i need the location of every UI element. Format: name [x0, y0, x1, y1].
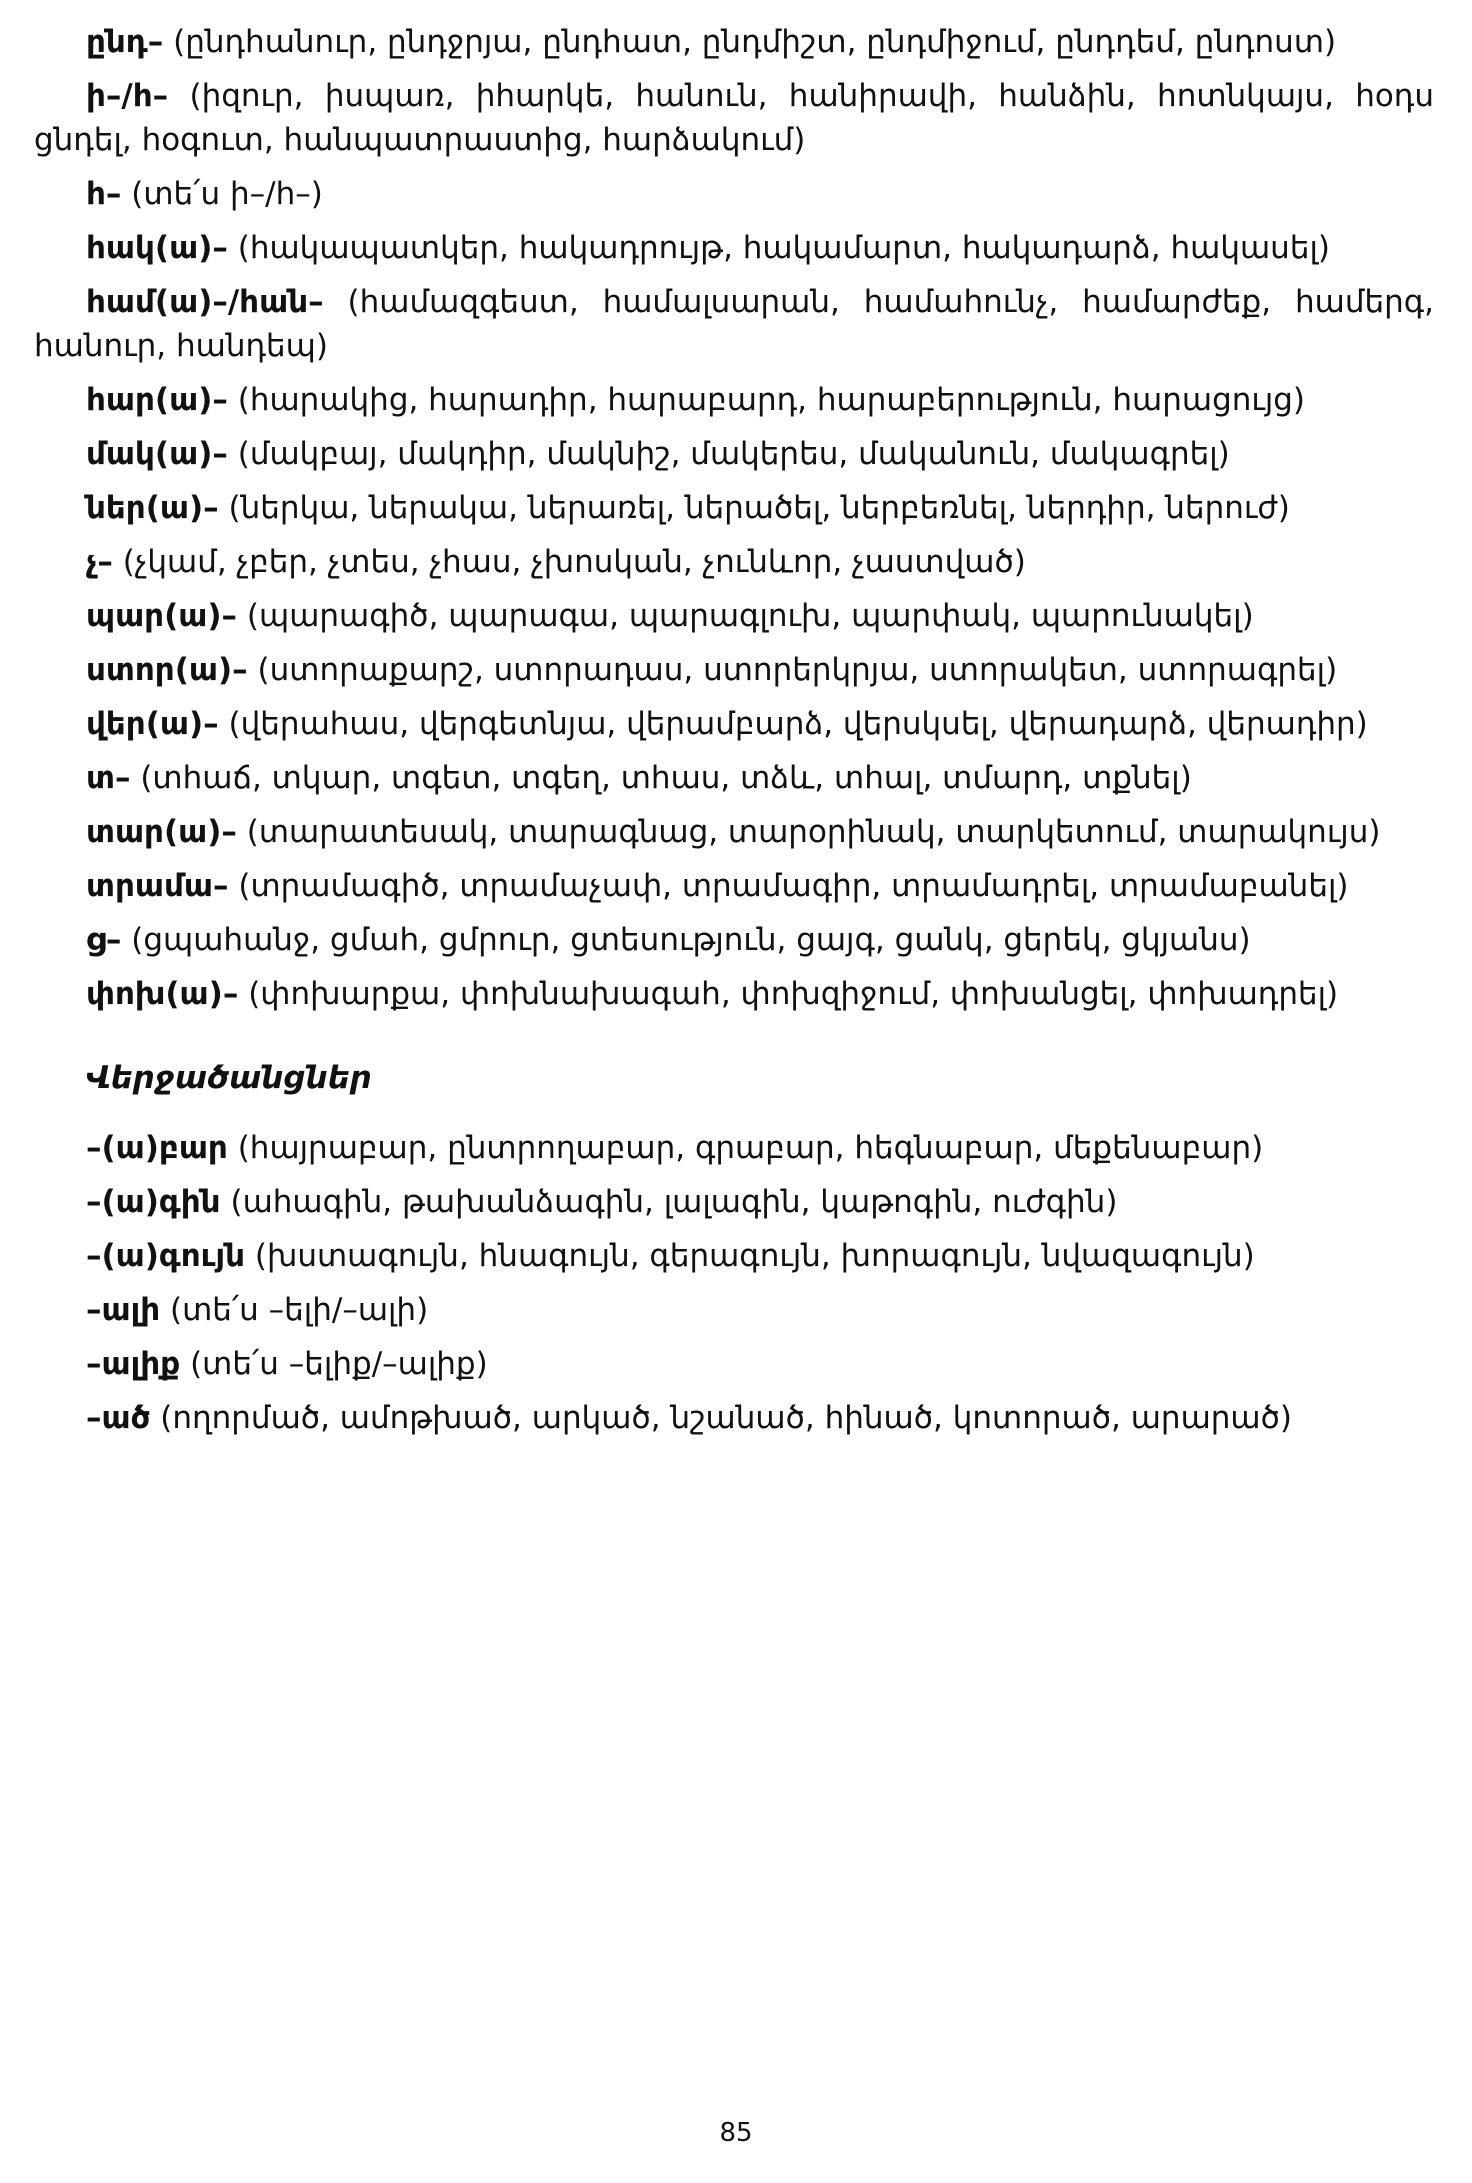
- affix-term: մակ(ա)–: [86, 436, 228, 472]
- suffix-entry: [86, 1180, 1434, 1224]
- affix-examples: (պարագիծ, պարագա, պարագլուխ, պարփակ, պարունակել): [246, 598, 1254, 634]
- affix-term: պար(ա)–: [86, 598, 238, 634]
- suffix-entry: [86, 1288, 1434, 1332]
- affix-term: ստոր(ա)–: [86, 652, 248, 688]
- suffix-entry: [86, 1234, 1434, 1278]
- page-number: 85: [719, 2118, 753, 2148]
- affix-term: –(ա)գին: [86, 1184, 221, 1220]
- affix-examples: (ցպահանջ, ցմահ, ցմրուր, ցտեսություն, ցայգ, ցանկ, ցերեկ, ցկյանս): [131, 922, 1251, 958]
- suffix-entry: [86, 1396, 1434, 1440]
- prefix-entry: [34, 918, 1434, 962]
- affix-examples: (իզուր, իսպառ, իհարկե, հանուն, հանիրավի, հանձին, հոտնկայս, հօդս ցնդել, հօգուտ, հանպատրաստից, հարձակում): [34, 78, 1434, 158]
- affix-examples: (հայրաբար, ընտրողաբար, գրաբար, հեգնաբար, մեքենաբար): [237, 1130, 1264, 1166]
- affix-term: –ալի: [86, 1292, 161, 1328]
- affix-term: –(ա)բար: [86, 1130, 228, 1166]
- prefix-entry: [34, 378, 1434, 422]
- affix-term: ի–/հ–: [86, 78, 169, 114]
- affix-term: վեր(ա)–: [86, 706, 219, 742]
- affix-term: տ–: [86, 760, 131, 796]
- affix-term: հար(ա)–: [86, 382, 228, 418]
- prefix-entry: [34, 972, 1434, 1016]
- affix-term: –(ա)գույն: [86, 1238, 246, 1274]
- affix-examples: (ներկա, ներակա, ներառել, ներածել, ներբեռնել, ներդիր, ներուժ): [228, 490, 1290, 526]
- affix-term: համ(ա)–/հան–: [86, 284, 324, 320]
- suffix-entry: [86, 1126, 1434, 1170]
- prefix-entry: [34, 594, 1434, 638]
- affix-examples: (տե՛ս ի–/հ–): [131, 176, 323, 212]
- prefix-entry: [34, 20, 1434, 64]
- prefix-list: [34, 20, 1434, 1016]
- section-heading-suffixes: Վերջածանցներ: [86, 1060, 372, 1096]
- affix-examples: (հարակից, հարադիր, հարաբարդ, հարաբերություն, հարացույց): [237, 382, 1305, 418]
- affix-examples: (տարատեսակ, տարագնաց, տարօրինակ, տարկետում, տարակույս): [246, 814, 1381, 850]
- affix-examples: (մակբայ, մակդիր, մակնիշ, մակերես, մականուն, մակագրել): [237, 436, 1230, 472]
- affix-term: հակ(ա)–: [86, 230, 228, 266]
- prefix-entry: [34, 172, 1434, 216]
- affix-examples: (փոխարքա, փոխնախագահ, փոխզիջում, փոխանցել, փոխադրել): [248, 976, 1339, 1012]
- affix-examples: (տե՛ս –ելիք/–ալիք): [190, 1346, 488, 1382]
- prefix-entry: [34, 486, 1434, 530]
- affix-examples: (ընդհանուր, ընդջրյա, ընդհատ, ընդմիշտ, ընդմիջում, ընդդեմ, ընդոստ): [173, 24, 1337, 60]
- prefix-entry: [34, 648, 1434, 692]
- affix-examples: (ահագին, թախանձագին, լալագին, կաթոգին, ուժգին): [230, 1184, 1118, 1220]
- prefix-entry: [34, 280, 1434, 368]
- affix-term: տար(ա)–: [86, 814, 237, 850]
- page-content: [34, 20, 1434, 1450]
- affix-term: տրամա–: [86, 868, 229, 904]
- affix-term: –ալիք: [86, 1346, 181, 1382]
- affix-term: –ած: [86, 1400, 151, 1436]
- affix-examples: (համազգեստ, համալսարան, համահունչ, համարժեք, համերգ, հանուր, հանդեպ): [34, 284, 1434, 364]
- affix-term: փոխ(ա)–: [86, 976, 239, 1012]
- prefix-entry: [34, 864, 1434, 908]
- affix-examples: (ստորաքարշ, ստորադաս, ստորերկրյա, ստորակետ, ստորագրել): [257, 652, 1338, 688]
- affix-term: չ–: [86, 544, 113, 580]
- prefix-entry: [34, 540, 1434, 584]
- prefix-entry: [34, 702, 1434, 746]
- affix-examples: (տհաճ, տկար, տգետ, տգեղ, տհաս, տձև, տհալ, տմարդ, տքնել): [140, 760, 1192, 796]
- suffix-list: [34, 1126, 1434, 1440]
- affix-examples: (տրամագիծ, տրամաչափ, տրամագիր, տրամադրել, տրամաբանել): [238, 868, 1349, 904]
- affix-examples: (վերահաս, վերգետնյա, վերամբարձ, վերսկսել, վերադարձ, վերադիր): [228, 706, 1368, 742]
- affix-term: հ–: [86, 176, 122, 212]
- affix-examples: (տե՛ս –ելի/–ալի): [169, 1292, 429, 1328]
- prefix-entry: [34, 74, 1434, 162]
- affix-examples: (չկամ, չբեր, չտես, չհաս, չխոսկան, չունևոր, չաստված): [122, 544, 1026, 580]
- affix-term: ներ(ա)–: [86, 490, 219, 526]
- prefix-entry: [34, 810, 1434, 854]
- affix-examples: (խստագույն, հնագույն, գերագույն, խորագույն, նվազագույն): [254, 1238, 1255, 1274]
- affix-examples: (ողորմած, ամոթխած, արկած, նշանած, հինած, կոտորած, արարած): [160, 1400, 1293, 1436]
- prefix-entry: [34, 432, 1434, 476]
- suffix-entry: [86, 1342, 1434, 1386]
- prefix-entry: [34, 226, 1434, 270]
- affix-term: ց–: [86, 922, 122, 958]
- affix-term: ընդ–: [86, 24, 164, 60]
- prefix-entry: [34, 756, 1434, 800]
- affix-examples: (հակապատկեր, հակադրույթ, հակամարտ, հակադարձ, հակասել): [237, 230, 1330, 266]
